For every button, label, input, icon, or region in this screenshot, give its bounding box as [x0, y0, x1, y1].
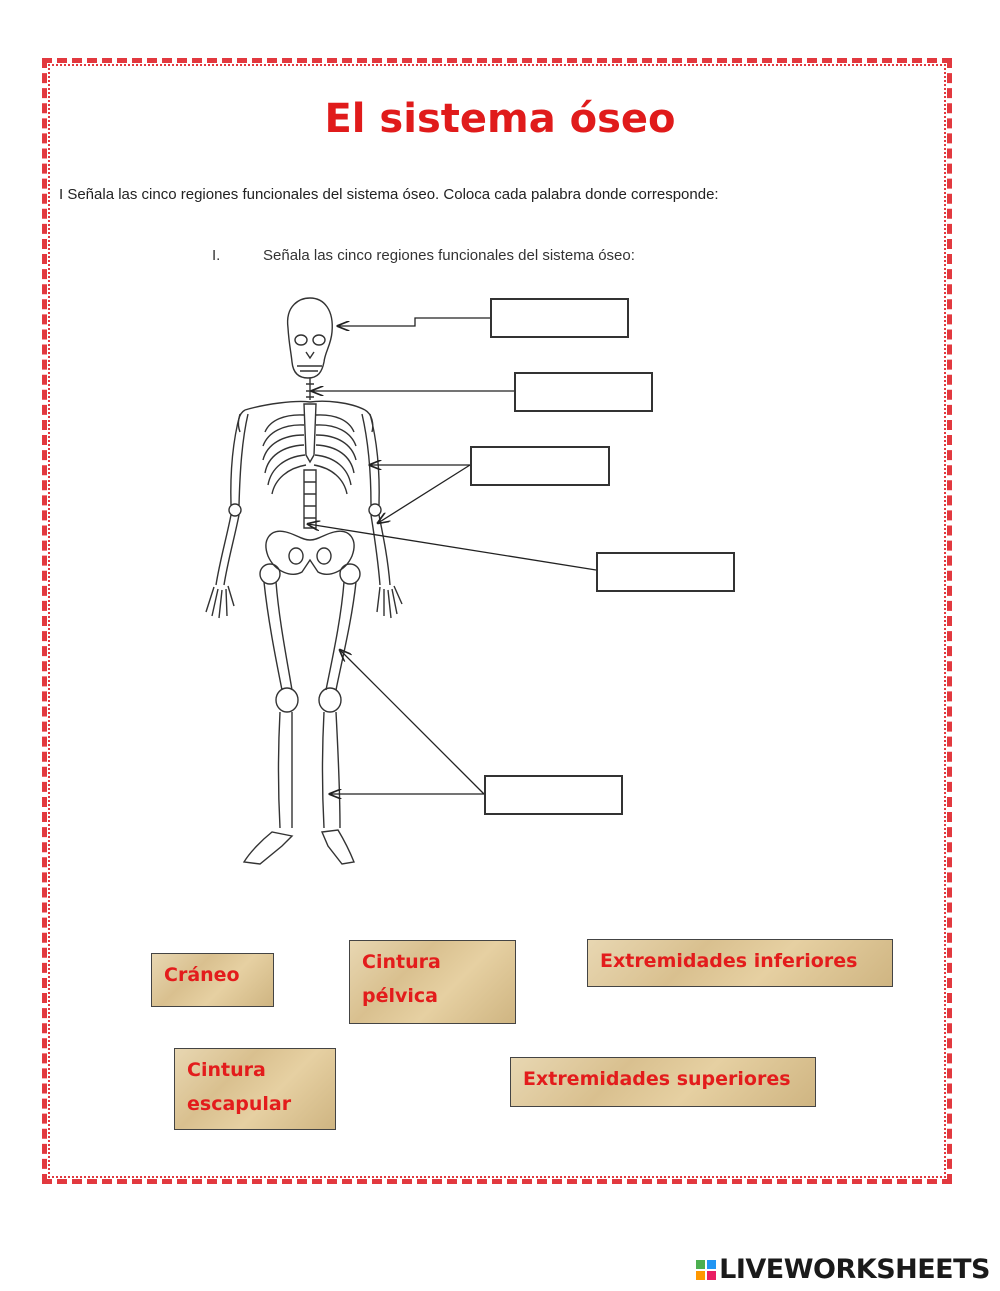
worksheet-heading: Señala las cinco regiones funcionales del sistema óseo:	[263, 247, 635, 264]
instruction-text: I Señala las cinco regiones funcionales del sistema óseo. Coloca cada palabra donde corresponde:	[59, 186, 719, 203]
answer-box-5[interactable]	[484, 775, 623, 815]
word-tile-cintura-escapular[interactable]: Cintura escapular	[174, 1048, 336, 1130]
word-tile-extremidades-superiores[interactable]: Extremidades superiores	[510, 1057, 816, 1107]
answer-box-3[interactable]	[470, 446, 610, 486]
word-tile-craneo[interactable]: Cráneo	[151, 953, 274, 1007]
answer-box-4[interactable]	[596, 552, 735, 592]
answer-box-2[interactable]	[514, 372, 653, 412]
liveworksheets-logo-icon	[696, 1260, 716, 1280]
word-tile-cintura-pelvica[interactable]: Cintura pélvica	[349, 940, 516, 1024]
liveworksheets-brand	[696, 1254, 990, 1285]
worksheet-numeral: I.	[212, 247, 221, 264]
skeleton-illustration	[206, 298, 402, 864]
page-title: El sistema óseo	[324, 96, 676, 142]
answer-box-1[interactable]	[490, 298, 629, 338]
word-tile-extremidades-inferiores[interactable]: Extremidades inferiores	[587, 939, 893, 987]
brand-name: LIVEWORKSHEETS	[719, 1254, 990, 1285]
